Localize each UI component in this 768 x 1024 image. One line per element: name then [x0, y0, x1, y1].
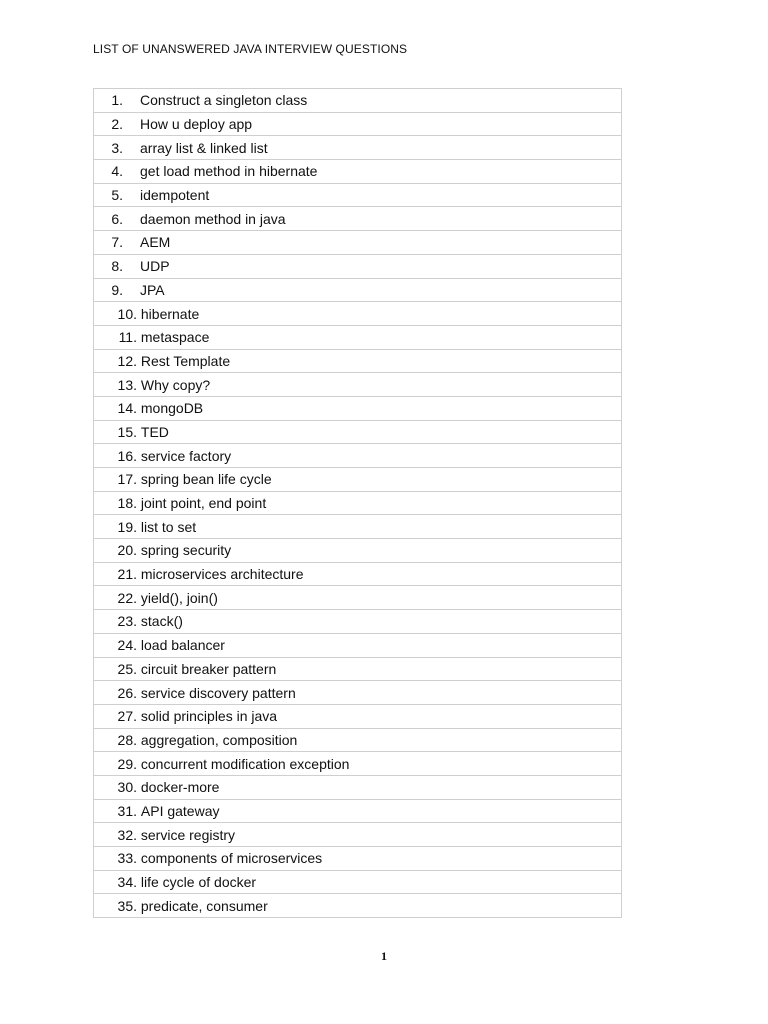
table-row: [94, 491, 622, 515]
question-cell: [94, 870, 622, 894]
table-row: [94, 870, 622, 894]
table-row: [94, 231, 622, 255]
question-text: How u deploy app: [140, 116, 253, 133]
table-row: [94, 373, 622, 397]
question-cell: [94, 491, 622, 515]
question-cell: [94, 420, 622, 444]
question-cell: [94, 847, 622, 871]
question-cell: [94, 586, 622, 610]
table-row: [94, 278, 622, 302]
question-number: 2.: [111, 116, 123, 133]
page-number: 1: [381, 949, 387, 963]
question-cell: [94, 207, 622, 231]
question-number: 33.: [117, 850, 137, 867]
question-text: yield(), join(): [137, 589, 218, 606]
question-number: 25.: [117, 660, 137, 677]
table-row: [94, 112, 622, 136]
question-number: 6.: [111, 210, 123, 227]
question-cell: [94, 160, 622, 184]
question-cell: [94, 183, 622, 207]
question-cell: [94, 396, 622, 420]
question-number: 27.: [117, 708, 137, 725]
question-text: mongoDB: [137, 400, 204, 417]
question-text: JPA: [140, 281, 165, 298]
question-number: 28.: [117, 731, 137, 748]
question-text: concurrent modification exception: [137, 755, 350, 772]
question-cell: [94, 894, 622, 918]
table-row: [94, 515, 622, 539]
table-row: [94, 562, 622, 586]
question-cell: [94, 775, 622, 799]
table-row: [94, 728, 622, 752]
question-text: docker-more: [137, 779, 220, 796]
question-cell: [94, 112, 622, 136]
question-text: spring bean life cycle: [137, 471, 272, 488]
table-row: [94, 823, 622, 847]
table-row: [94, 657, 622, 681]
question-text: predicate, consumer: [137, 897, 268, 914]
question-cell: [94, 89, 622, 113]
question-number: 1.: [111, 92, 123, 109]
question-text: UDP: [140, 258, 170, 275]
question-text: TED: [137, 423, 169, 440]
question-text: list to set: [137, 518, 197, 535]
question-text: get load method in hibernate: [140, 163, 318, 180]
question-number: 34.: [117, 874, 137, 891]
question-number: 8.: [111, 258, 123, 275]
question-number: 10.: [117, 305, 137, 322]
table-row: [94, 775, 622, 799]
question-cell: [94, 728, 622, 752]
question-text: AEM: [140, 234, 171, 251]
table-row: [94, 349, 622, 373]
table-row: [94, 539, 622, 563]
question-cell: [94, 373, 622, 397]
table-row: [94, 586, 622, 610]
question-number: 13.: [117, 376, 137, 393]
question-text: daemon method in java: [140, 210, 286, 227]
question-number: 9.: [111, 281, 123, 298]
question-text: life cycle of docker: [137, 874, 257, 891]
question-number: 12.: [117, 352, 137, 369]
question-cell: [94, 444, 622, 468]
table-row: [94, 325, 622, 349]
table-row: [94, 610, 622, 634]
questions-table-body: [94, 89, 622, 918]
question-cell: [94, 254, 622, 278]
question-text: aggregation, composition: [137, 731, 298, 748]
question-number: 30.: [117, 779, 137, 796]
table-row: [94, 847, 622, 871]
question-number: 29.: [117, 755, 137, 772]
question-number: 20.: [117, 542, 137, 559]
questions-table: [93, 88, 622, 918]
question-number: 4.: [111, 163, 123, 180]
question-text: joint point, end point: [137, 495, 267, 512]
question-number: 35.: [117, 897, 137, 914]
question-text: array list & linked list: [140, 139, 268, 156]
question-cell: [94, 562, 622, 586]
question-cell: [94, 799, 622, 823]
table-row: [94, 894, 622, 918]
table-row: [94, 160, 622, 184]
question-text: metaspace: [137, 329, 210, 346]
document-title: LIST OF UNANSWERED JAVA INTERVIEW QUESTIONS: [93, 42, 408, 56]
question-text: stack(): [137, 613, 183, 630]
question-cell: [94, 752, 622, 776]
question-text: service registry: [137, 826, 236, 843]
question-number: 14.: [117, 400, 137, 417]
table-row: [94, 302, 622, 326]
question-text: solid principles in java: [137, 708, 278, 725]
question-text: components of microservices: [137, 850, 323, 867]
question-number: 32.: [117, 826, 137, 843]
question-number: 23.: [117, 613, 137, 630]
question-cell: [94, 278, 622, 302]
table-row: [94, 89, 622, 113]
question-text: load balancer: [137, 637, 225, 654]
question-number: 16.: [117, 447, 137, 464]
question-cell: [94, 302, 622, 326]
question-text: Why copy?: [137, 376, 211, 393]
question-number: 15.: [117, 423, 137, 440]
question-number: 26.: [117, 684, 137, 701]
question-text: Construct a singleton class: [140, 92, 308, 109]
question-text: API gateway: [137, 802, 220, 819]
question-text: Rest Template: [137, 352, 231, 369]
question-text: service discovery pattern: [137, 684, 296, 701]
table-row: [94, 468, 622, 492]
question-text: idempotent: [140, 187, 210, 204]
table-row: [94, 207, 622, 231]
question-cell: [94, 325, 622, 349]
question-cell: [94, 704, 622, 728]
question-number: 31.: [117, 802, 137, 819]
question-cell: [94, 681, 622, 705]
question-cell: [94, 515, 622, 539]
table-row: [94, 183, 622, 207]
question-number: 7.: [111, 234, 123, 251]
question-cell: [94, 231, 622, 255]
table-row: [94, 254, 622, 278]
table-row: [94, 420, 622, 444]
question-text: spring security: [137, 542, 232, 559]
question-number: 11.: [118, 329, 137, 346]
question-number: 19.: [117, 518, 137, 535]
table-row: [94, 799, 622, 823]
question-number: 3.: [111, 139, 123, 156]
question-text: microservices architecture: [137, 566, 304, 583]
question-number: 22.: [117, 589, 137, 606]
question-cell: [94, 349, 622, 373]
question-cell: [94, 657, 622, 681]
question-cell: [94, 633, 622, 657]
table-row: [94, 136, 622, 160]
question-text: hibernate: [137, 305, 200, 322]
table-row: [94, 396, 622, 420]
table-row: [94, 681, 622, 705]
question-number: 17.: [117, 471, 137, 488]
question-text: service factory: [137, 447, 232, 464]
question-number: 18.: [117, 495, 137, 512]
question-cell: [94, 539, 622, 563]
question-number: 24.: [117, 637, 137, 654]
question-text: circuit breaker pattern: [137, 660, 277, 677]
question-cell: [94, 468, 622, 492]
question-cell: [94, 136, 622, 160]
table-row: [94, 633, 622, 657]
table-row: [94, 704, 622, 728]
question-number: 5.: [111, 187, 123, 204]
table-row: [94, 444, 622, 468]
question-cell: [94, 823, 622, 847]
question-number: 21.: [117, 566, 137, 583]
question-cell: [94, 610, 622, 634]
table-row: [94, 752, 622, 776]
